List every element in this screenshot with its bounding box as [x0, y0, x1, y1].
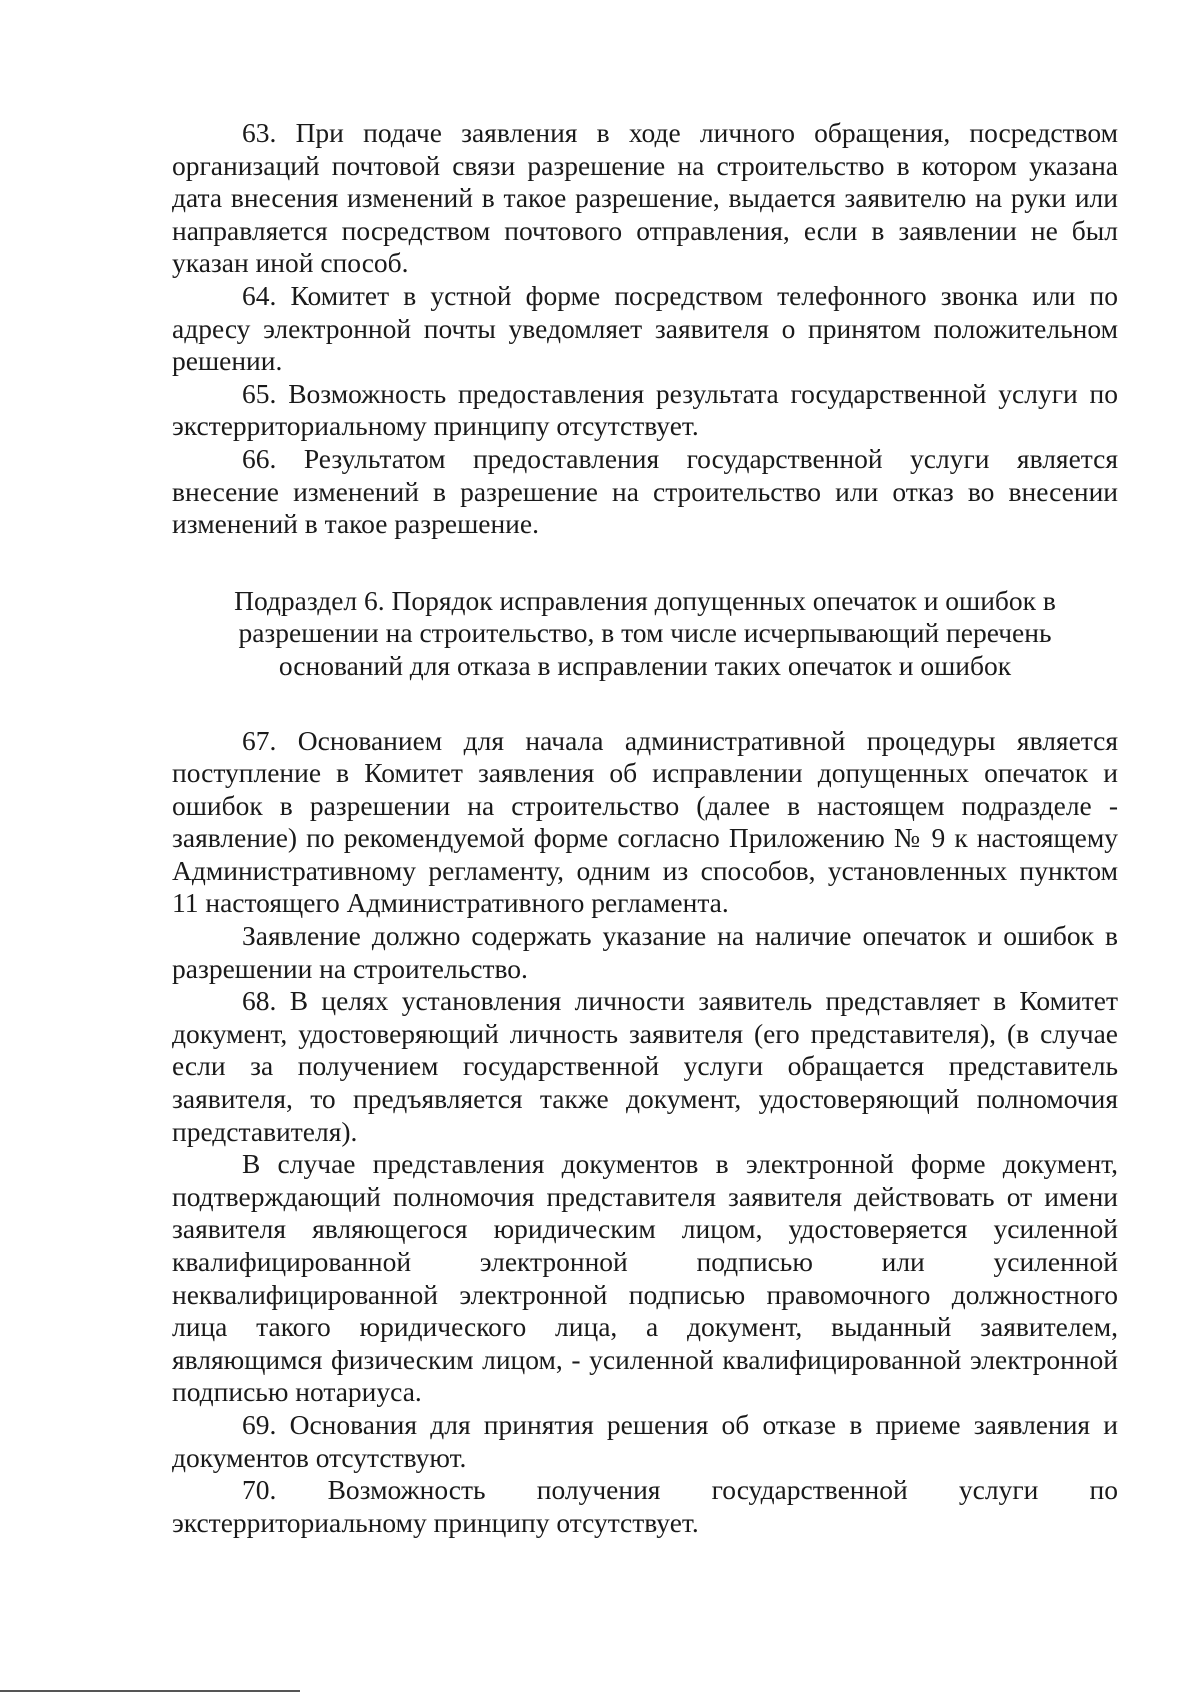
section-heading-line: разрешении на строительство, в том числе исчерпывающий перечень — [238, 617, 1052, 649]
paragraph-68-electronic: В случае представления документов в электронной форме документ, подтверждающий полномочия представителя заявителя действовать от имени заявителя являющегося юридическим лицом, удостоверяется усиленной квалифицированной электронной подписью или усиленной неквалифицированной электронной подписью правомочного должностного лица такого юридического лица, а документ, выданный заявителем, являющимся физическим лицом, - усиленной квалифицированной электронной подписью нотариуса. — [172, 1148, 1118, 1408]
paragraph-66: 66. Результатом предоставления государственной услуги является внесение изменений в разрешение на строительство или отказ во внесении изменений в такое разрешение. — [172, 442, 1118, 540]
paragraph-63: 63. При подаче заявления в ходе личного обращения, посредством организаций почтовой связи разрешение на строительство в котором указана дата внесения изменений в такое разрешение, выдается заявителю на руки или направляется посредством почтового отправления, если в заявлении не был указан иной способ. — [172, 117, 1118, 279]
paragraph-69: 69. Основания для принятия решения об отказе в приеме заявления и документов отсутствуют. — [172, 1408, 1118, 1473]
document-body — [172, 117, 1118, 1539]
paragraph-67: 67. Основанием для начала административной процедуры является поступление в Комитет заявления об исправлении допущенных опечаток и ошибок в разрешении на строительство (далее в настоящем подразделе - заявление) по рекомендуемой форме согласно Приложению № 9 к настоящему Административному регламенту, одним из способов, установленных пунктом 11 настоящего Административного регламента. — [172, 724, 1118, 919]
section-heading-line: оснований для отказа в исправлении таких опечаток и ошибок — [278, 649, 1012, 681]
footer-rule — [0, 1690, 300, 1692]
section-heading — [172, 585, 1118, 683]
paragraph-67-note: Заявление должно содержать указание на наличие опечаток и ошибок в разрешении на строительство. — [172, 920, 1118, 984]
paragraph-64: 64. Комитет в устной форме посредством телефонного звонка или по адресу электронной почты уведомляет заявителя о принятом положительном решении. — [172, 279, 1118, 377]
paragraph-70: 70. Возможность получения государственной услуги по экстерриториальному принципу отсутствует. — [172, 1474, 1118, 1538]
paragraph-68: 68. В целях установления личности заявитель представляет в Комитет документ, удостоверяющий личность заявителя (его представителя), (в случае если за получением государственной услуги обращается представитель заявителя, то предъявляется также документ, удостоверяющий полномочия представителя). — [172, 985, 1118, 1147]
paragraph-65: 65. Возможность предоставления результата государственной услуги по экстерриториальному принципу отсутствует. — [172, 377, 1118, 442]
section-heading-line: Подраздел 6. Порядок исправления допущенных опечаток и ошибок в — [234, 584, 1056, 616]
